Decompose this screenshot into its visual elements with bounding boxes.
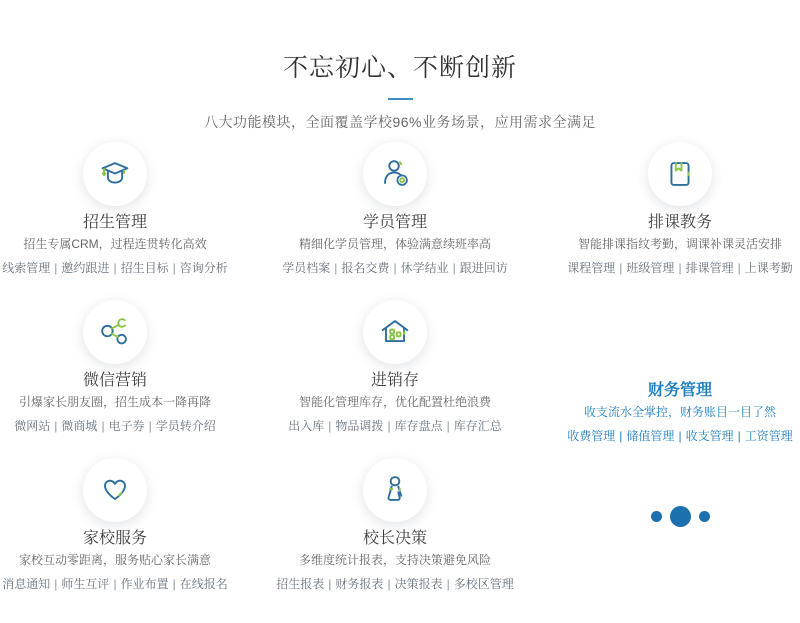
module-link[interactable]: 物品调拨 <box>335 419 384 433</box>
modules-grid <box>0 140 800 623</box>
link-separator: | <box>737 429 741 443</box>
module-links <box>282 261 507 275</box>
module-desc: 招生专属CRM，过程连贯转化高效 <box>23 237 207 251</box>
link-separator: | <box>393 261 397 275</box>
module-link[interactable]: 财务报表 <box>335 577 384 591</box>
link-separator: | <box>619 429 623 443</box>
link-separator: | <box>678 429 682 443</box>
module-icon-circle <box>363 458 427 522</box>
module-link[interactable]: 邀约跟进 <box>61 261 110 275</box>
link-separator: | <box>113 261 117 275</box>
module-link[interactable]: 收支管理 <box>685 429 734 443</box>
module-link[interactable]: 跟进回访 <box>459 261 508 275</box>
share-icon <box>96 313 134 351</box>
module-link[interactable]: 出入库 <box>288 419 325 433</box>
module-desc: 收支流水全掌控，财务账目一目了然 <box>583 405 776 419</box>
module-links <box>288 419 501 433</box>
module-enrollment <box>0 140 230 298</box>
section-header <box>0 48 800 132</box>
link-separator: | <box>172 577 176 591</box>
module-icon-circle <box>83 458 147 522</box>
link-separator: | <box>328 419 332 433</box>
link-separator: | <box>172 261 176 275</box>
module-links <box>567 429 792 443</box>
link-separator: | <box>387 577 391 591</box>
link-separator: | <box>328 577 332 591</box>
module-desc: 精细化学员管理，体验满意续班率高 <box>298 237 491 251</box>
link-separator: | <box>446 577 450 591</box>
carousel-dot[interactable] <box>651 511 662 522</box>
module-link[interactable]: 线索管理 <box>2 261 51 275</box>
page-subtitle: 八大功能模块，全面覆盖学校96%业务场景，应用需求全满足 <box>203 114 597 130</box>
carousel-dot[interactable] <box>699 511 710 522</box>
module-desc: 多维度统计报表，支持决策避免风险 <box>298 553 491 567</box>
heart-icon <box>96 471 134 509</box>
module-link[interactable]: 班级管理 <box>626 261 675 275</box>
book-icon <box>661 155 699 193</box>
carousel-dots <box>560 456 800 623</box>
module-link[interactable]: 消息通知 <box>2 577 51 591</box>
module-links <box>14 419 215 433</box>
module-links <box>567 261 792 275</box>
module-icon-circle <box>83 300 147 364</box>
link-separator: | <box>678 261 682 275</box>
principal-icon <box>376 471 414 509</box>
module-link[interactable]: 微网站 <box>14 419 51 433</box>
carousel-dot-active[interactable] <box>670 506 691 527</box>
warehouse-icon <box>376 313 414 351</box>
module-link[interactable]: 微商城 <box>61 419 98 433</box>
module-link[interactable]: 决策报表 <box>394 577 443 591</box>
page-title: 不忘初心、不断创新 <box>282 54 517 82</box>
module-link[interactable]: 咨询分析 <box>179 261 228 275</box>
module-principal <box>230 456 560 623</box>
module-link[interactable]: 作业布置 <box>120 577 169 591</box>
module-links <box>2 261 227 275</box>
link-separator: | <box>387 419 391 433</box>
link-separator: | <box>452 261 456 275</box>
module-icon-circle <box>83 142 147 206</box>
module-title: 财务管理 <box>647 382 712 399</box>
module-icon-circle <box>363 142 427 206</box>
link-separator: | <box>148 419 152 433</box>
module-title: 排课教务 <box>647 214 712 231</box>
module-link[interactable]: 师生互评 <box>61 577 110 591</box>
module-links <box>276 577 513 591</box>
module-desc: 引爆家长朋友圈，招生成本一降再降 <box>18 395 211 409</box>
module-links <box>2 577 227 591</box>
link-separator: | <box>54 261 58 275</box>
module-icon-circle <box>648 142 712 206</box>
module-link[interactable]: 招生目标 <box>120 261 169 275</box>
module-desc: 家校互动零距离，服务贴心家长满意 <box>18 553 211 567</box>
module-link[interactable]: 库存盘点 <box>394 419 443 433</box>
module-link[interactable]: 库存汇总 <box>453 419 502 433</box>
module-link[interactable]: 工资管理 <box>744 429 793 443</box>
module-title: 招生管理 <box>82 214 147 231</box>
module-link[interactable]: 课程管理 <box>567 261 616 275</box>
module-icon-circle <box>363 300 427 364</box>
module-scheduling <box>560 140 800 298</box>
module-title: 家校服务 <box>82 530 147 547</box>
module-link[interactable]: 学员转介绍 <box>155 419 216 433</box>
link-separator: | <box>446 419 450 433</box>
link-separator: | <box>54 577 58 591</box>
module-title: 校长决策 <box>362 530 427 547</box>
link-separator: | <box>101 419 105 433</box>
module-link[interactable]: 学员档案 <box>282 261 331 275</box>
module-link[interactable]: 休学结业 <box>400 261 449 275</box>
module-students <box>230 140 560 298</box>
link-separator: | <box>54 419 58 433</box>
module-wechat-marketing <box>0 298 230 456</box>
module-link[interactable]: 电子券 <box>108 419 145 433</box>
module-title: 进销存 <box>370 372 419 389</box>
student-gear-icon <box>376 155 414 193</box>
module-link[interactable]: 储值管理 <box>626 429 675 443</box>
link-separator: | <box>113 577 117 591</box>
module-link[interactable]: 多校区管理 <box>453 577 514 591</box>
link-separator: | <box>334 261 338 275</box>
module-link[interactable]: 收费管理 <box>567 429 616 443</box>
module-title: 学员管理 <box>362 214 427 231</box>
module-desc: 智能排课指纹考勤，调课补课灵活安排 <box>577 237 782 251</box>
module-link[interactable]: 招生报表 <box>276 577 325 591</box>
link-separator: | <box>619 261 623 275</box>
module-finance <box>560 298 800 456</box>
graduation-cap-icon <box>96 155 134 193</box>
module-home-school <box>0 456 230 623</box>
module-link[interactable]: 在线报名 <box>179 577 228 591</box>
module-desc: 智能化管理库存，优化配置杜绝浪费 <box>298 395 491 409</box>
module-link[interactable]: 排课管理 <box>685 261 734 275</box>
title-divider <box>388 98 413 100</box>
module-inventory <box>230 298 560 456</box>
link-separator: | <box>737 261 741 275</box>
module-link[interactable]: 报名交费 <box>341 261 390 275</box>
module-link[interactable]: 上课考勤 <box>744 261 793 275</box>
module-title: 微信营销 <box>82 372 147 389</box>
